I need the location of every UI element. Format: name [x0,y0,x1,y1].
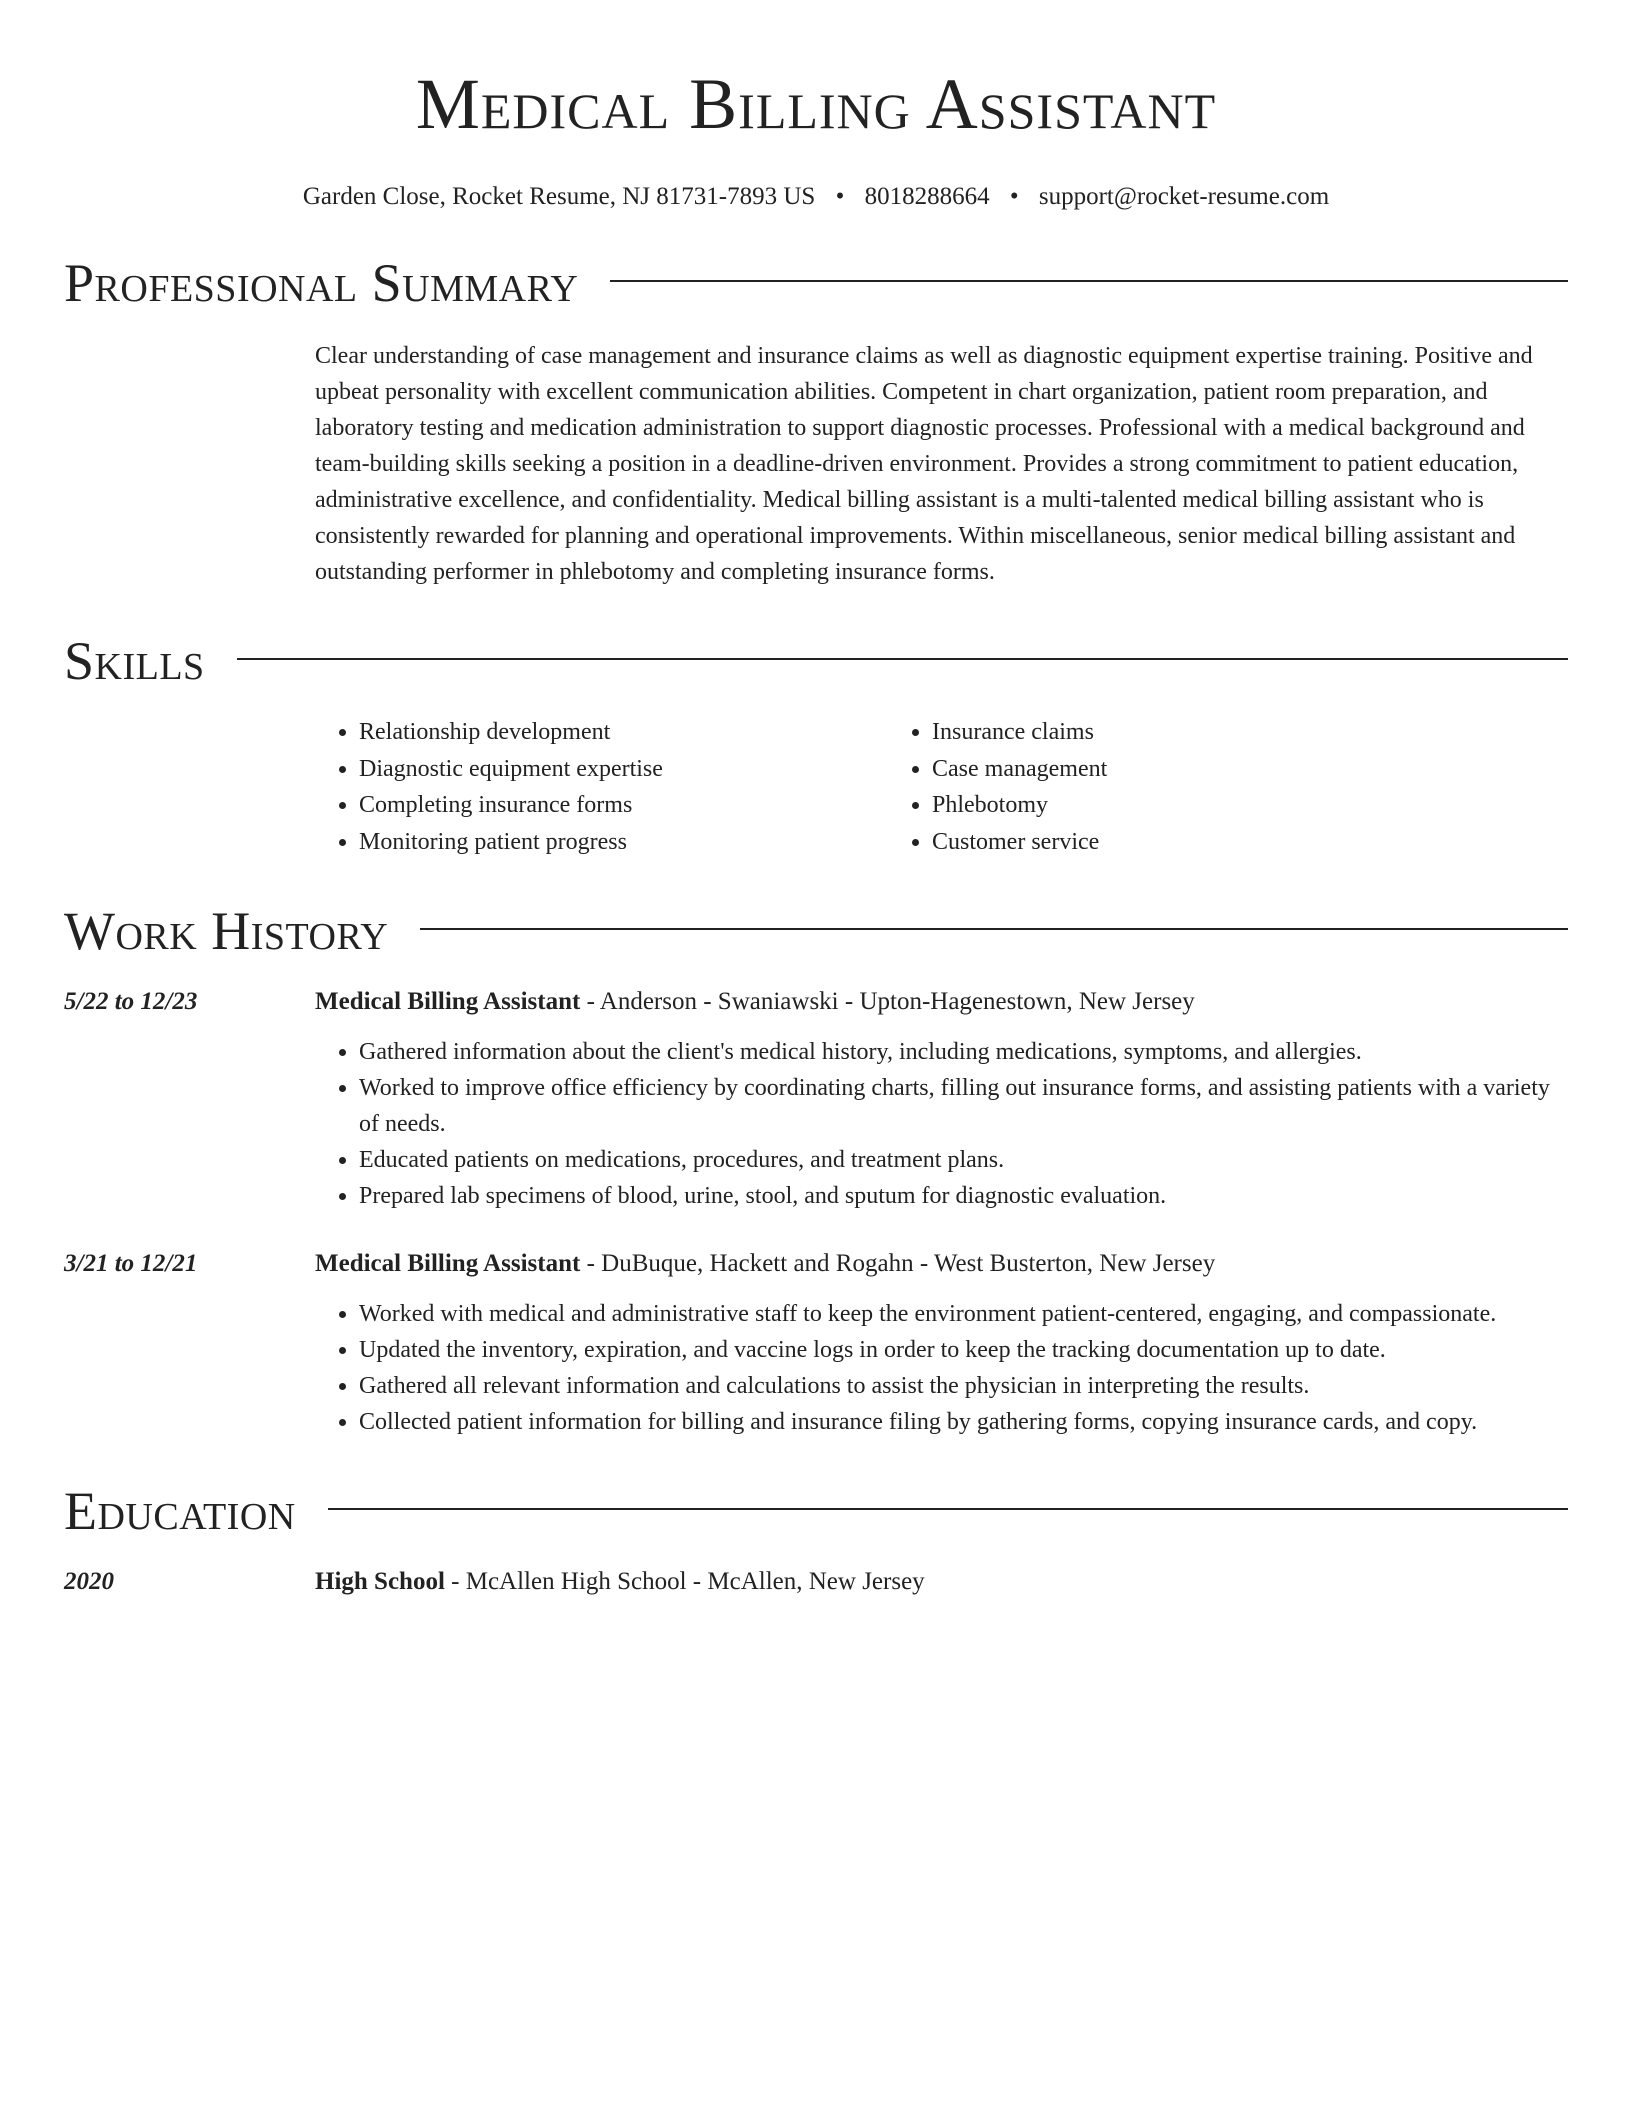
skill-item: • Relationship development [359,714,888,751]
education-degree: High School [315,1568,445,1595]
education-section-title: Education [64,1481,296,1541]
skills-list-right [888,714,1461,860]
skill-item: • Insurance claims [932,714,1461,751]
job-entry [64,1246,1568,1440]
job-entry [64,984,1568,1214]
skills-section-title: Skills [64,631,205,691]
education-heading [315,1564,1568,1600]
job-bullet: • Collected patient information for billing and insurance filing by gathering forms, copying insurance cards, and copy. [359,1404,1568,1440]
job-body [315,1246,1568,1440]
education-body [315,1564,1568,1600]
job-heading [315,984,1568,1020]
skills-section-header [64,630,1568,692]
summary-section [64,338,1568,590]
job-position: Medical Billing Assistant [315,988,581,1015]
job-bullet: • Educated patients on medications, procedures, and treatment plans. [359,1142,1568,1178]
skill-item: • Completing insurance forms [359,787,888,824]
skill-item: • Diagnostic equipment expertise [359,751,888,788]
skills-list-left [315,714,888,860]
contact-separator: • [835,183,845,210]
summary-section-header [64,252,1568,314]
section-divider [610,280,1568,282]
job-bullet: • Updated the inventory, expiration, and vaccine logs in order to keep the tracking documentation up to date. [359,1332,1568,1368]
summary-text: Clear understanding of case management and insurance claims as well as diagnostic equipment expertise training. Positive and upbeat personality with excellent communication abilities. Competent in chart organization, patient room preparation, and laboratory testing and medication administration to support diagnostic processes. Professional with a medical background and team-building skills seeking a position in a deadline-driven environment. Provides a strong commitment to patient education, administrative excellence, and confidentiality. Medical billing assistant is a multi-talented medical billing assistant who is consistently rewarded for planning and operational improvements. Within miscellaneous, senior medical billing assistant and outstanding performer in phlebotomy and completing insurance forms. [315,343,1533,585]
education-year: 2020 [64,1568,114,1595]
summary-body [315,338,1568,590]
contact-email: support@rocket-resume.com [1038,183,1330,210]
job-employer-location: - Anderson - Swaniawski - Upton-Hagenestown, New Jersey [580,988,1195,1015]
contact-separator: • [1009,183,1019,210]
job-employer-location: - DuBuque, Hackett and Rogahn - West Busterton, New Jersey [580,1250,1216,1277]
section-divider [420,928,1568,930]
job-dates: 3/21 to 12/21 [64,1250,198,1277]
work-section-header [64,900,1568,962]
education-school-location: - McAllen High School - McAllen, New Jersey [444,1568,925,1595]
skills-section [64,714,1568,860]
job-bullet-list [315,1034,1568,1214]
summary-left-gutter [64,338,315,590]
work-section-title: Work History [64,901,389,961]
section-divider [328,1508,1568,1510]
education-entry [64,1564,1568,1600]
skills-body [315,714,1568,860]
education-section-header [64,1480,1568,1542]
skill-item: • Case management [932,751,1461,788]
contact-phone: 8018288664 [864,183,990,210]
skills-left-gutter [64,714,315,860]
summary-section-title: Professional Summary [64,253,579,313]
skill-item: • Monitoring patient progress [359,824,888,861]
job-bullet: • Gathered all relevant information and calculations to assist the physician in interpreting the results. [359,1368,1568,1404]
job-bullet-list [315,1296,1568,1440]
resume-name: Medical Billing Assistant [415,64,1217,144]
job-dates: 5/22 to 12/23 [64,988,198,1015]
section-divider [237,658,1568,660]
job-bullet: • Worked with medical and administrative staff to keep the environment patient-centered, engaging, and compassionate. [359,1296,1568,1332]
job-body [315,984,1568,1214]
job-position: Medical Billing Assistant [315,1250,581,1277]
skills-grid [315,714,1568,860]
contact-address: Garden Close, Rocket Resume, NJ 81731-7893 US [302,183,816,210]
job-bullet: • Prepared lab specimens of blood, urine, stool, and sputum for diagnostic evaluation. [359,1178,1568,1214]
job-heading [315,1246,1568,1282]
job-bullet: • Gathered information about the client's medical history, including medications, symptoms, and allergies. [359,1034,1568,1070]
skill-item: • Phlebotomy [932,787,1461,824]
job-bullet: • Worked to improve office efficiency by coordinating charts, filling out insurance forms, and assisting patients with a variety of needs. [359,1070,1568,1142]
skill-item: • Customer service [932,824,1461,861]
contact-line [64,182,1568,212]
